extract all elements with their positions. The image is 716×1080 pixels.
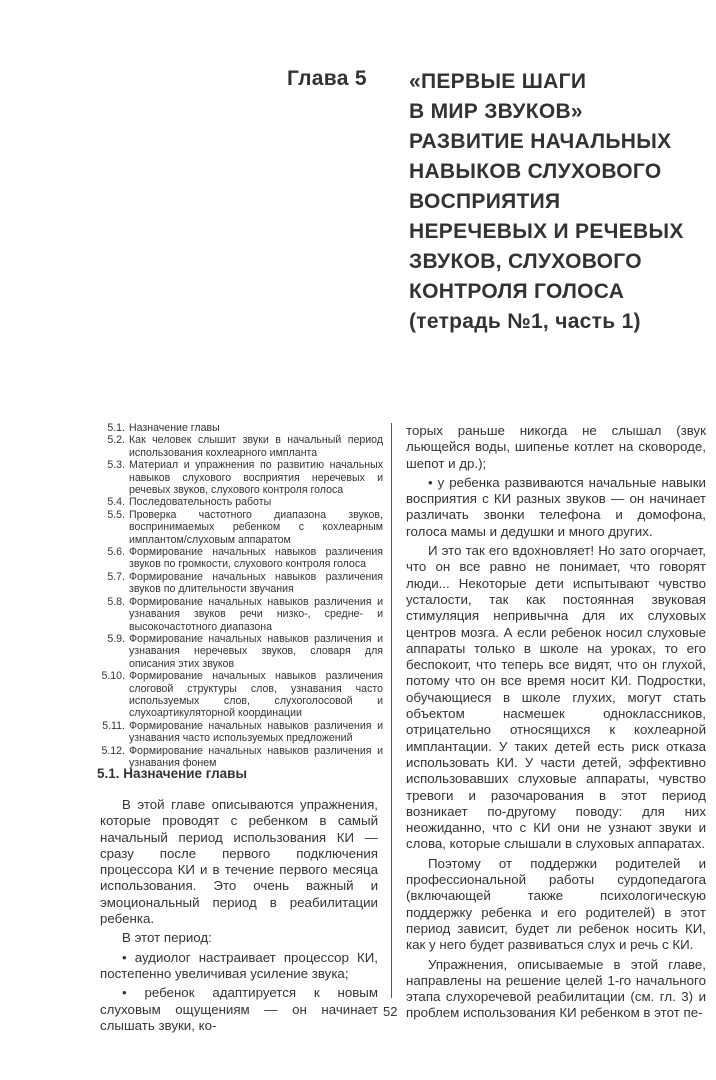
- section-heading: 5.1. Назначение главы: [97, 766, 247, 781]
- toc-text: Формирование начальных навыков различения и узнавания звуков речи низко-, средне- и высокочастотного диапазона: [129, 595, 383, 633]
- toc-item: [101, 633, 383, 670]
- column-divider: [391, 423, 392, 998]
- toc-text: Материал и упражнения по развитию начальных навыков слухового восприятия неречевых и речевых звуков, слухового контроля голоса: [129, 459, 383, 497]
- chapter-title-line: В МИР ЗВУКОВ»: [409, 100, 583, 123]
- toc-text: Формирование начальных навыков различения слоговой структуры слов, узнавания часто используемых слов, слухоголосовой и слухоартикуляторной координации: [129, 670, 383, 720]
- toc-item: [101, 422, 383, 434]
- paragraph: Упражнения, описываемые в этой главе, направлены на решение целей 1-го начального этапа слухоречевой реабилитации (см. гл. 3) и проблем использования КИ ребенком в этот пе-: [406, 956, 706, 1021]
- toc-number: 5.11.: [102, 719, 125, 732]
- toc-item: [101, 459, 383, 496]
- paragraph-continuation: торых раньше никогда не слышал (звук льющейся воды, шипенье котлет на сковороде, шепот и др.);: [406, 423, 706, 471]
- toc-item: [101, 434, 383, 459]
- chapter-title-line: ЗВУКОВ, СЛУХОВОГО: [409, 250, 642, 273]
- toc-text: Формирование начальных навыков различения звуков по длительности звучания: [129, 570, 383, 596]
- table-of-contents: [101, 422, 383, 769]
- chapter-title-line: ВОСПРИЯТИЯ: [409, 190, 561, 213]
- toc-text: Формирование начальных навыков различения и узнавания часто используемых предложений: [129, 719, 383, 745]
- chapter-title-line: РАЗВИТИЕ НАЧАЛЬНЫХ: [409, 130, 672, 153]
- paragraph: Поэтому от поддержки родителей и профессиональной работы сурдопедагога (включающей также психологическую поддержку ребенка и его родителей) в этот период зависит, будет ли ребенок носить КИ, как у него будет развиваться слух и речь с КИ.: [406, 855, 706, 953]
- toc-number: 5.5.: [107, 508, 125, 521]
- toc-text: Как человек слышит звуки в начальный период использования кохлеарного импланта: [129, 434, 383, 459]
- chapter-title: [409, 67, 709, 337]
- toc-text: Назначение главы: [129, 422, 220, 434]
- toc-text: Формирование начальных навыков различения и узнавания неречевых звуков, словаря для описания этих звуков: [129, 632, 383, 670]
- toc-item: [101, 496, 383, 508]
- bullet-paragraph: • аудиолог настраивает процессор КИ, постепенно увеличивая усиление звука;: [100, 949, 378, 981]
- chapter-title-line: (тетрадь №1, часть 1): [409, 310, 641, 333]
- chapter-title-line: КОНТРОЛЯ ГОЛОСА: [409, 280, 625, 303]
- toc-item: [101, 720, 383, 745]
- page-number: 52: [383, 1004, 398, 1019]
- toc-item: [101, 509, 383, 546]
- bullet-paragraph: • у ребенка развиваются начальные навыки восприятия с КИ разных звуков — он начинает различать звонки телефона и домофона, голоса мамы и дедушки и много других.: [406, 474, 706, 539]
- toc-text: Формирование начальных навыков различения звуков по громкости, слухового контроля голоса: [129, 546, 383, 571]
- right-column: [406, 423, 706, 1025]
- chapter-title-line: НЕРЕЧЕВЫХ И РЕЧЕВЫХ: [409, 220, 684, 243]
- left-column: [100, 797, 378, 1037]
- toc-number: 5.6.: [107, 546, 125, 559]
- toc-number: 5.2.: [107, 434, 125, 447]
- toc-text: Формирование начальных навыков различения и узнавания фонем: [129, 744, 383, 769]
- chapter-label: Глава 5: [287, 67, 367, 90]
- toc-number: 5.8.: [107, 595, 125, 608]
- bullet-paragraph: • ребенок адаптируется к новым слуховым ощущениям — он начинает слышать звуки, ко-: [100, 985, 378, 1033]
- toc-number: 5.3.: [107, 459, 125, 472]
- chapter-title-line: НАВЫКОВ СЛУХОВОГО: [409, 160, 662, 183]
- toc-item: [101, 670, 383, 720]
- toc-item: [101, 546, 383, 571]
- toc-number: 5.9.: [107, 632, 125, 645]
- toc-number: 5.12.: [101, 744, 125, 757]
- paragraph: И это так его вдохновляет! Но зато огорчает, что он все равно не понимает, что говорят люди... Некоторые дети испытывают чувство усталости, так как постоянная звуковая стимуляция непривычна для их слуховых центров мозга. А если ребенок носил слуховые аппараты только в школе на уроках, то его беспокоит, что теперь все видят, что он глухой, потому что он все время носит КИ. Подростки, обучающиеся в школе глухих, могут стать объектом насмешек одноклассников, отрицательно относящихся к кохлеарной имплантации. У таких детей есть риск отказа использовать КИ. У части детей, эффективно использовавших слуховые аппараты, чувство тревоги и разочарования в этот период возникает по-другому поводу: для них неожиданно, что с КИ они не узнают звуки и слова, которые слышали в слуховых аппаратах.: [406, 543, 706, 852]
- toc-number: 5.1.: [107, 422, 125, 434]
- toc-number: 5.7.: [107, 570, 125, 583]
- toc-text: Проверка частотного диапазона звуков, воспринимаемых ребенком с кохлеарным имплантом/слуховым аппаратом: [129, 508, 383, 546]
- paragraph: В этой главе описываются упражнения, которые проводят с ребенком в самый начальный период использования КИ — сразу после первого подключения процессора КИ и в течение первого месяца использования. Это очень важный и эмоциональный период в реабилитации ребенка.: [100, 797, 378, 927]
- toc-item: [101, 571, 383, 596]
- toc-item: [101, 596, 383, 633]
- paragraph: В этот период:: [122, 930, 212, 946]
- toc-number: 5.4.: [107, 496, 125, 509]
- toc-text: Последовательность работы: [129, 496, 272, 509]
- chapter-title-line: «ПЕРВЫЕ ШАГИ: [409, 70, 587, 93]
- toc-number: 5.10.: [101, 670, 125, 683]
